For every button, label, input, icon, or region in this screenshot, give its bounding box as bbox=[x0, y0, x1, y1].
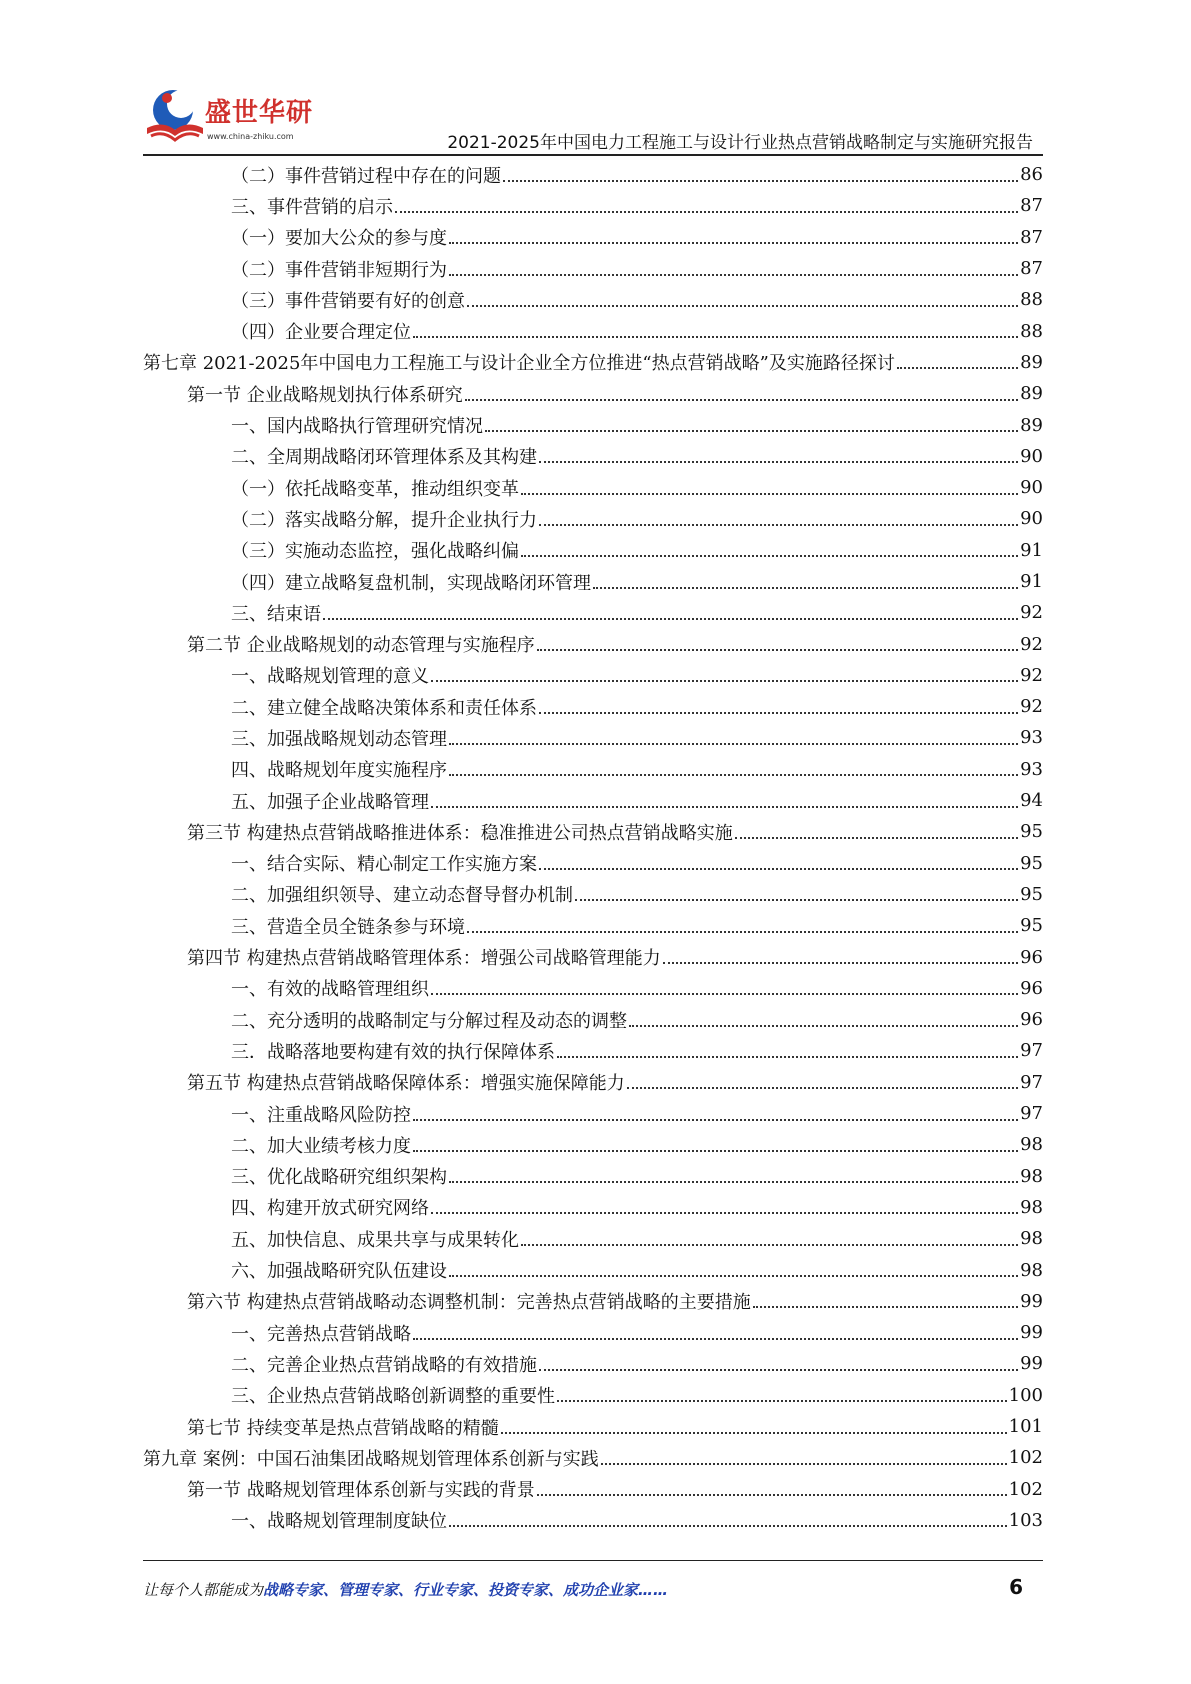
toc-entry-title: 三、优化战略研究组织架构 bbox=[231, 1167, 447, 1189]
toc-dot-leader bbox=[431, 1212, 1018, 1214]
toc-entry-title: 第二节 企业战略规划的动态管理与实施程序 bbox=[187, 635, 535, 657]
page-number: 6 bbox=[1009, 1575, 1023, 1599]
logo-emblem-icon bbox=[143, 84, 207, 148]
toc-entry[interactable] bbox=[143, 566, 1043, 597]
toc-entry-page: 95 bbox=[1020, 821, 1043, 843]
toc-dot-leader bbox=[539, 1369, 1018, 1371]
toc-entry-title: 三、企业热点营销战略创新调整的重要性 bbox=[231, 1386, 555, 1408]
toc-entry-page: 91 bbox=[1020, 571, 1043, 592]
toc-entry[interactable] bbox=[143, 1473, 1043, 1504]
toc-entry-page: 97 bbox=[1020, 1071, 1043, 1093]
toc-entry-page: 90 bbox=[1020, 445, 1043, 467]
toc-dot-leader bbox=[537, 1494, 1007, 1496]
toc-entry-page: 95 bbox=[1020, 883, 1043, 905]
toc-entry-title: 三、结束语 bbox=[231, 603, 321, 625]
toc-entry-page: 100 bbox=[1008, 1384, 1043, 1406]
toc-dot-leader bbox=[431, 680, 1018, 682]
toc-entry-title: 一、战略规划管理的意义 bbox=[231, 666, 429, 688]
toc-entry[interactable] bbox=[143, 253, 1043, 284]
toc-entry-title: 第七节 持续变革是热点营销战略的精髓 bbox=[187, 1417, 499, 1439]
toc-entry[interactable] bbox=[143, 1067, 1043, 1098]
toc-entry[interactable] bbox=[143, 315, 1043, 346]
toc-dot-leader bbox=[557, 1056, 1018, 1058]
toc-entry-page: 92 bbox=[1020, 602, 1043, 624]
toc-dot-leader bbox=[413, 336, 1018, 338]
toc-entry-title: 一、完善热点营销战略 bbox=[231, 1323, 411, 1345]
toc-entry[interactable] bbox=[143, 848, 1043, 879]
toc-entry[interactable] bbox=[143, 284, 1043, 315]
toc-entry-page: 99 bbox=[1020, 1290, 1043, 1312]
toc-entry-page: 98 bbox=[1020, 1134, 1043, 1156]
toc-entry-page: 97 bbox=[1020, 1103, 1043, 1125]
toc-entry[interactable] bbox=[143, 1223, 1043, 1254]
toc-entry-page: 89 bbox=[1020, 414, 1043, 436]
toc-entry-page: 98 bbox=[1020, 1228, 1043, 1250]
toc-entry-page: 92 bbox=[1020, 664, 1043, 686]
toc-entry-title: 第一节 战略规划管理体系创新与实践的背景 bbox=[187, 1480, 535, 1502]
toc-entry-title: 第七章 2021-2025年中国电力工程施工与设计企业全方位推进“热点营销战略”及实施路径探讨 bbox=[143, 353, 895, 375]
toc-entry-page: 89 bbox=[1020, 383, 1043, 405]
toc-entry[interactable] bbox=[143, 1129, 1043, 1160]
toc-entry-page: 96 bbox=[1020, 1009, 1043, 1031]
toc-dot-leader bbox=[467, 305, 1018, 307]
toc-dot-leader bbox=[449, 1525, 1007, 1527]
toc-dot-leader bbox=[575, 899, 1018, 901]
toc-entry-page: 88 bbox=[1020, 289, 1043, 311]
toc-entry-page: 98 bbox=[1020, 1196, 1043, 1218]
toc-entry[interactable] bbox=[143, 754, 1043, 785]
toc-entry-page: 97 bbox=[1020, 1040, 1043, 1062]
toc-entry-page: 93 bbox=[1020, 758, 1043, 780]
toc-dot-leader bbox=[501, 1432, 1007, 1434]
toc-dot-leader bbox=[753, 1306, 1018, 1308]
toc-entry-title: 六、加强战略研究队伍建设 bbox=[231, 1261, 447, 1283]
table-of-contents bbox=[143, 159, 1043, 1536]
toc-entry-page: 89 bbox=[1020, 351, 1043, 373]
toc-entry-page: 101 bbox=[1008, 1416, 1043, 1438]
toc-entry[interactable] bbox=[143, 816, 1043, 847]
toc-entry-page: 96 bbox=[1020, 946, 1043, 968]
toc-entry-page: 87 bbox=[1020, 258, 1043, 280]
toc-entry-title: 二、加强组织领导、建立动态督导督办机制 bbox=[231, 885, 573, 907]
toc-dot-leader bbox=[521, 555, 1018, 557]
toc-dot-leader bbox=[413, 1150, 1018, 1152]
toc-dot-leader bbox=[467, 931, 1018, 933]
toc-entry[interactable] bbox=[143, 378, 1043, 409]
company-logo bbox=[143, 82, 313, 152]
toc-entry-title: 一、注重战略风险防控 bbox=[231, 1104, 411, 1126]
toc-entry[interactable] bbox=[143, 1192, 1043, 1223]
toc-dot-leader bbox=[663, 962, 1018, 964]
toc-entry-title: 三、营造全员全链条参与环境 bbox=[231, 916, 465, 938]
toc-entry-page: 95 bbox=[1020, 915, 1043, 937]
toc-entry[interactable] bbox=[143, 1505, 1043, 1536]
toc-entry-title: 四、构建开放式研究网络 bbox=[231, 1198, 429, 1220]
toc-entry-page: 94 bbox=[1020, 790, 1043, 812]
toc-entry-page: 90 bbox=[1020, 508, 1043, 530]
toc-entry-title: 五、加快信息、成果共享与成果转化 bbox=[231, 1229, 519, 1251]
toc-entry-page: 95 bbox=[1020, 852, 1043, 874]
toc-entry[interactable] bbox=[143, 628, 1043, 659]
toc-entry-title: 一、战略规划管理制度缺位 bbox=[231, 1511, 447, 1533]
header-divider bbox=[143, 154, 1043, 156]
toc-dot-leader bbox=[413, 1119, 1018, 1121]
toc-dot-leader bbox=[323, 618, 1018, 620]
toc-dot-leader bbox=[449, 242, 1018, 244]
toc-dot-leader bbox=[539, 712, 1018, 714]
toc-dot-leader bbox=[503, 180, 1018, 182]
toc-entry[interactable] bbox=[143, 1317, 1043, 1348]
toc-entry[interactable] bbox=[143, 1161, 1043, 1192]
toc-entry-page: 102 bbox=[1008, 1447, 1043, 1469]
logo-url: www.china-zhiku.com bbox=[207, 132, 294, 141]
slogan-prefix: 让每个人都能成为 bbox=[143, 1581, 264, 1599]
toc-dot-leader bbox=[485, 430, 1018, 432]
toc-entry[interactable] bbox=[143, 1411, 1043, 1442]
toc-dot-leader bbox=[629, 1025, 1018, 1027]
toc-entry-page: 98 bbox=[1020, 1165, 1043, 1187]
toc-dot-leader bbox=[431, 993, 1018, 995]
toc-entry[interactable] bbox=[143, 1035, 1043, 1066]
toc-entry-title: 二、建立健全战略决策体系和责任体系 bbox=[231, 697, 537, 719]
toc-dot-leader bbox=[395, 211, 1018, 213]
toc-entry-title: 一、结合实际、精心制定工作实施方案 bbox=[231, 854, 537, 876]
toc-entry[interactable] bbox=[143, 941, 1043, 972]
report-title: 2021-2025年中国电力工程施工与设计行业热点营销战略制定与实施研究报告 bbox=[447, 133, 1033, 153]
toc-entry[interactable] bbox=[143, 1380, 1043, 1411]
toc-dot-leader bbox=[539, 524, 1018, 526]
toc-entry-title: 三．战略落地要构建有效的执行保障体系 bbox=[231, 1041, 555, 1063]
toc-entry[interactable] bbox=[143, 190, 1043, 221]
toc-entry-title: 二、完善企业热点营销战略的有效措施 bbox=[231, 1354, 537, 1376]
toc-entry-title: 三、加强战略规划动态管理 bbox=[231, 728, 447, 750]
toc-dot-leader bbox=[537, 649, 1018, 651]
toc-entry[interactable] bbox=[143, 910, 1043, 941]
footer-slogan bbox=[143, 1579, 668, 1600]
toc-entry-title: 一、有效的战略管理组织 bbox=[231, 979, 429, 1001]
toc-entry-title: 第三节 构建热点营销战略推进体系：稳准推进公司热点营销战略实施 bbox=[187, 822, 733, 844]
toc-entry[interactable] bbox=[143, 535, 1043, 566]
toc-dot-leader bbox=[735, 837, 1018, 839]
toc-entry-page: 87 bbox=[1020, 226, 1043, 248]
toc-entry-title: 一、国内战略执行管理研究情况 bbox=[231, 416, 483, 438]
toc-entry[interactable] bbox=[143, 785, 1043, 816]
toc-dot-leader bbox=[521, 493, 1018, 495]
toc-dot-leader bbox=[449, 274, 1018, 276]
toc-entry[interactable] bbox=[143, 441, 1043, 472]
toc-entry-page: 93 bbox=[1020, 727, 1043, 749]
toc-dot-leader bbox=[539, 461, 1018, 463]
toc-entry-title: （一）要加大公众的参与度 bbox=[231, 228, 447, 250]
toc-entry-page: 99 bbox=[1020, 1322, 1043, 1344]
toc-entry[interactable] bbox=[143, 660, 1043, 691]
toc-entry-page: 87 bbox=[1020, 195, 1043, 217]
toc-dot-leader bbox=[557, 1400, 1007, 1402]
toc-entry-title: （三）事件营销要有好的创意 bbox=[231, 290, 465, 312]
toc-entry-page: 88 bbox=[1020, 320, 1043, 342]
toc-entry-page: 91 bbox=[1020, 539, 1043, 561]
toc-entry-page: 86 bbox=[1020, 164, 1043, 186]
footer-divider bbox=[143, 1560, 1043, 1561]
logo-name: 盛世华研 bbox=[205, 98, 314, 128]
toc-entry-page: 98 bbox=[1020, 1259, 1043, 1281]
toc-entry-title: （二）事件营销非短期行为 bbox=[231, 259, 447, 281]
toc-dot-leader bbox=[627, 1087, 1018, 1089]
toc-entry-title: 二、充分透明的战略制定与分解过程及动态的调整 bbox=[231, 1010, 627, 1032]
toc-entry[interactable] bbox=[143, 1442, 1043, 1473]
toc-dot-leader bbox=[521, 1244, 1018, 1246]
toc-entry-title: 二、加大业绩考核力度 bbox=[231, 1135, 411, 1157]
page-footer bbox=[143, 1575, 1043, 1605]
toc-entry-title: 三、事件营销的启示 bbox=[231, 196, 393, 218]
toc-entry-page: 103 bbox=[1008, 1509, 1043, 1531]
toc-entry-title: （一）依托战略变革，推动组织变革 bbox=[231, 478, 519, 500]
toc-dot-leader bbox=[897, 367, 1018, 369]
toc-entry-title: 第六节 构建热点营销战略动态调整机制：完善热点营销战略的主要措施 bbox=[187, 1292, 751, 1314]
toc-dot-leader bbox=[431, 806, 1018, 808]
toc-entry[interactable] bbox=[143, 973, 1043, 1004]
toc-entry-title: 五、加强子企业战略管理 bbox=[231, 791, 429, 813]
toc-entry-page: 92 bbox=[1020, 633, 1043, 655]
toc-entry-page: 96 bbox=[1020, 977, 1043, 999]
toc-entry-title: （二）事件营销过程中存在的问题 bbox=[231, 165, 501, 187]
toc-entry[interactable] bbox=[143, 597, 1043, 628]
toc-entry-page: 90 bbox=[1020, 477, 1043, 499]
toc-entry-title: 第四节 构建热点营销战略管理体系：增强公司战略管理能力 bbox=[187, 948, 661, 970]
toc-dot-leader bbox=[593, 587, 1018, 589]
toc-entry-title: （三）实施动态监控，强化战略纠偏 bbox=[231, 541, 519, 563]
toc-entry[interactable] bbox=[143, 472, 1043, 503]
toc-entry[interactable] bbox=[143, 691, 1043, 722]
toc-dot-leader bbox=[601, 1463, 1007, 1465]
toc-entry[interactable] bbox=[143, 1098, 1043, 1129]
toc-entry[interactable] bbox=[143, 159, 1043, 190]
toc-entry[interactable] bbox=[143, 1004, 1043, 1035]
page-header bbox=[143, 82, 1043, 154]
slogan-accent: 战略专家、管理专家、行业专家、投资专家、成功企业家…… bbox=[263, 1581, 669, 1599]
toc-entry-page: 102 bbox=[1008, 1478, 1043, 1500]
toc-entry-title: 第九章 案例：中国石油集团战略规划管理体系创新与实践 bbox=[143, 1448, 599, 1470]
toc-entry[interactable] bbox=[143, 722, 1043, 753]
toc-entry-title: 第五节 构建热点营销战略保障体系：增强实施保障能力 bbox=[187, 1073, 625, 1095]
toc-entry[interactable] bbox=[143, 503, 1043, 534]
toc-entry-title: 二、全周期战略闭环管理体系及其构建 bbox=[231, 447, 537, 469]
toc-entry[interactable] bbox=[143, 1286, 1043, 1317]
toc-dot-leader bbox=[539, 868, 1018, 870]
toc-entry[interactable] bbox=[143, 347, 1043, 378]
toc-entry[interactable] bbox=[143, 409, 1043, 440]
toc-dot-leader bbox=[449, 1181, 1018, 1183]
toc-dot-leader bbox=[465, 399, 1018, 401]
toc-entry[interactable] bbox=[143, 222, 1043, 253]
toc-dot-leader bbox=[413, 1338, 1018, 1340]
toc-dot-leader bbox=[449, 774, 1018, 776]
toc-entry[interactable] bbox=[143, 1348, 1043, 1379]
toc-entry[interactable] bbox=[143, 1254, 1043, 1285]
toc-entry-page: 92 bbox=[1020, 696, 1043, 718]
toc-entry-title: （四）建立战略复盘机制，实现战略闭环管理 bbox=[231, 572, 591, 594]
toc-entry-title: 四、战略规划年度实施程序 bbox=[231, 760, 447, 782]
toc-entry[interactable] bbox=[143, 879, 1043, 910]
toc-entry-title: （四）企业要合理定位 bbox=[231, 322, 411, 344]
toc-entry-title: （二）落实战略分解，提升企业执行力 bbox=[231, 509, 537, 531]
toc-entry-page: 99 bbox=[1020, 1353, 1043, 1375]
toc-entry-title: 第一节 企业战略规划执行体系研究 bbox=[187, 384, 463, 406]
toc-dot-leader bbox=[449, 1275, 1018, 1277]
toc-dot-leader bbox=[449, 743, 1018, 745]
